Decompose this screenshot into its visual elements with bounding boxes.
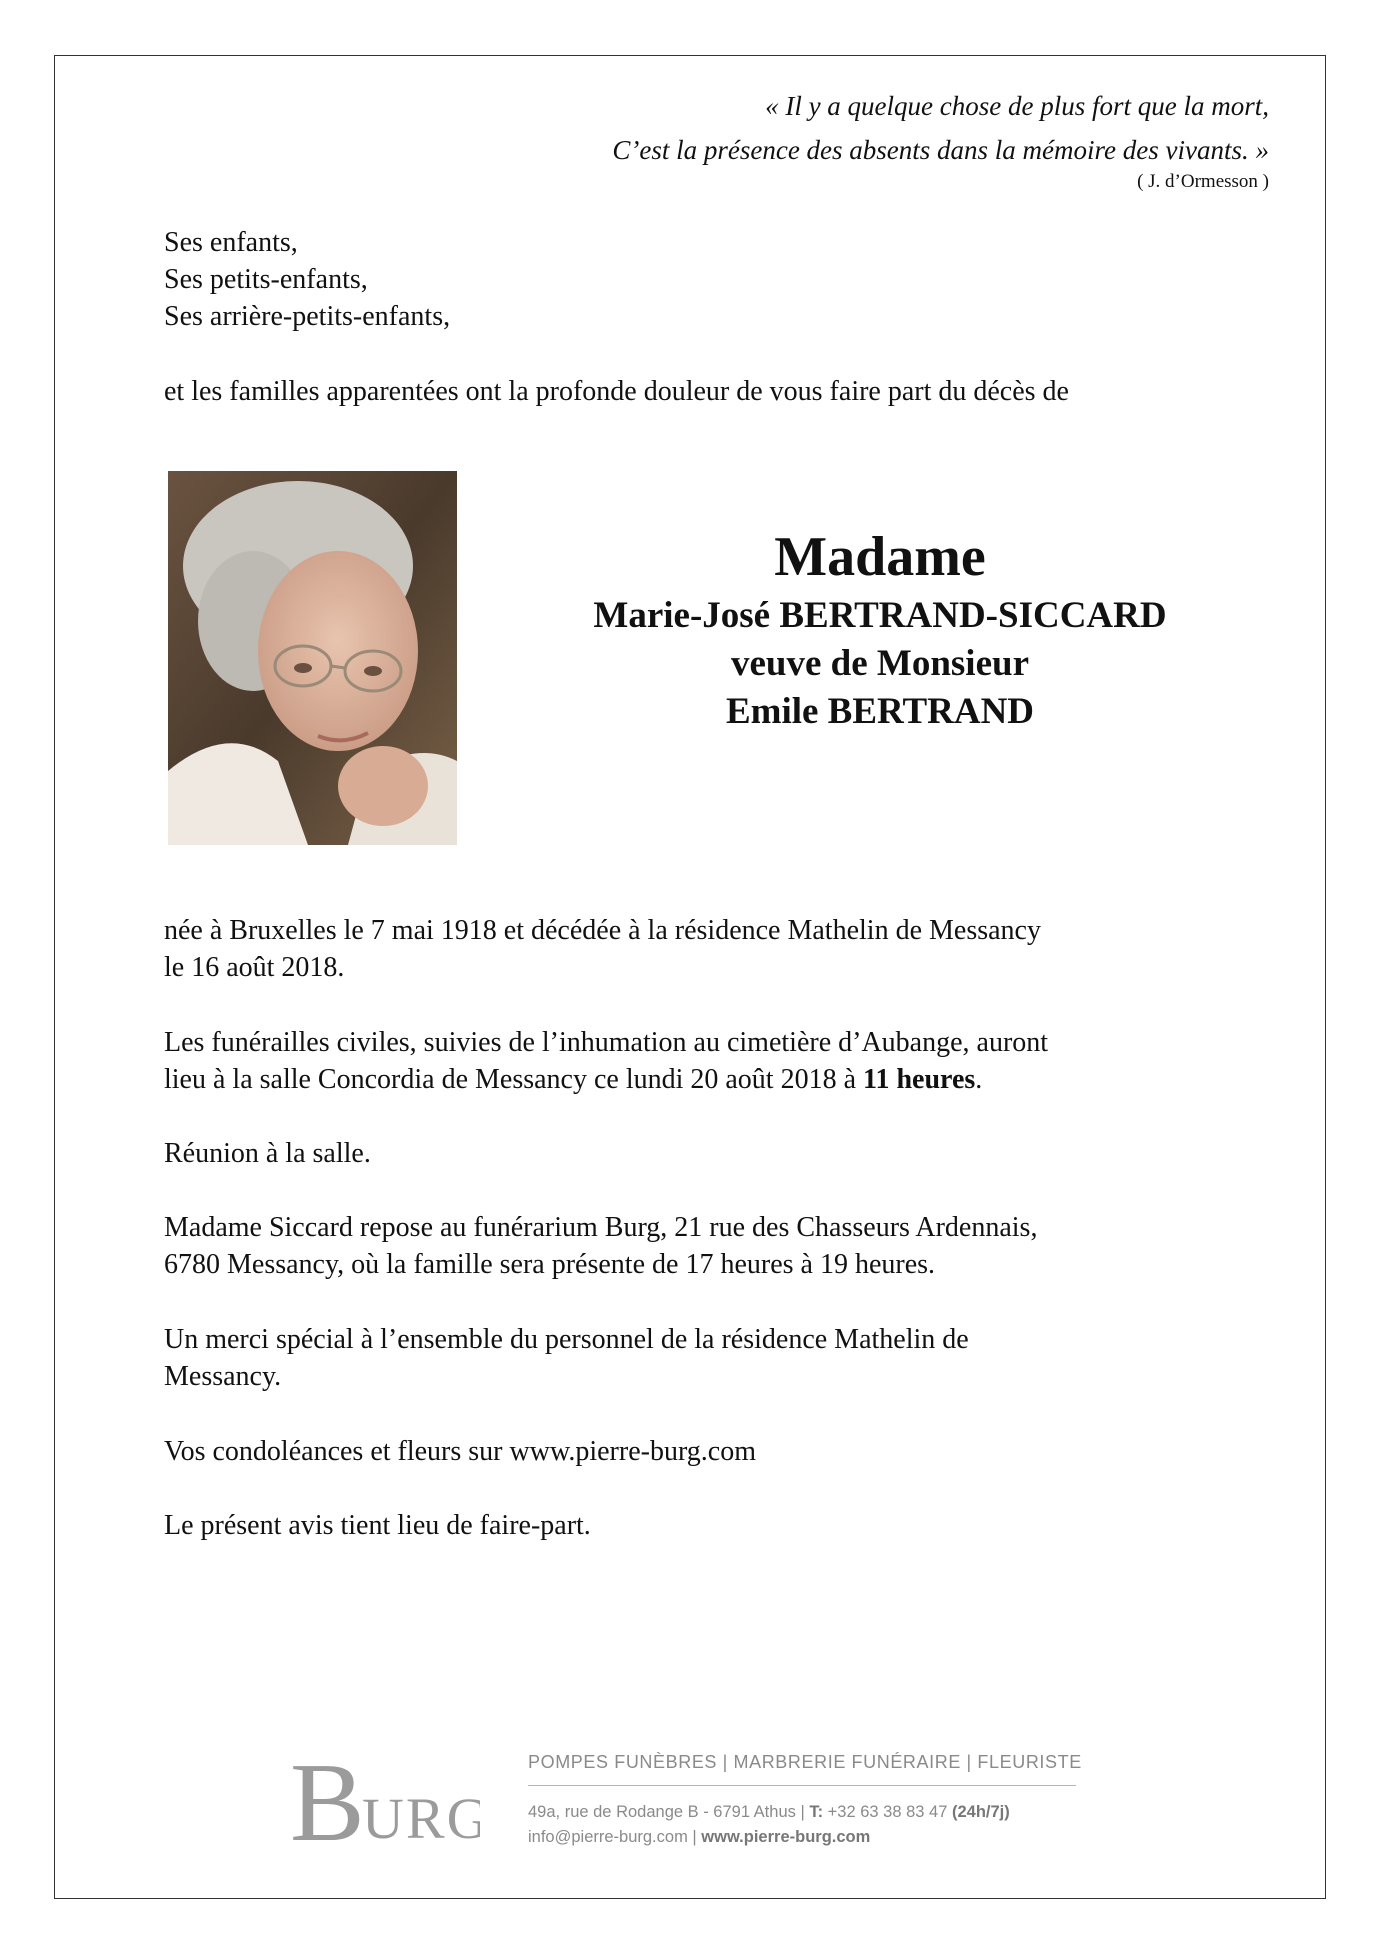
- thanks-paragraph: [164, 1321, 969, 1395]
- intro-text: et les familles apparentées ont la profonde douleur de vous faire part du décès de: [164, 376, 1069, 407]
- services-list: POMPES FUNÈBRES | MARBRERIE FUNÉRAIRE | FLEURISTE: [528, 1752, 1082, 1772]
- reunion-text: Réunion à la salle.: [164, 1138, 371, 1169]
- text-line: 6780 Messancy, où la famille sera présente de 17 heures à 19 heures.: [164, 1249, 936, 1280]
- family-line: Ses arrière-petits-enfants,: [164, 301, 451, 332]
- svg-text:B: B: [290, 1750, 365, 1850]
- svg-text:URG: URG: [362, 1786, 480, 1850]
- family-list: [164, 224, 450, 335]
- text-line: Un merci spécial à l’ensemble du personnel de la résidence Mathelin de: [164, 1324, 969, 1355]
- website-link[interactable]: www.pierre-burg.com: [701, 1828, 871, 1846]
- text-segment: .: [975, 1064, 983, 1095]
- deceased-title: Madame: [774, 526, 986, 588]
- address-text: 49a, rue de Rodange B - 6791 Athus |: [528, 1803, 810, 1821]
- deceased-name-block: [520, 522, 1240, 736]
- portrait-image: [168, 471, 457, 845]
- burg-logo: [290, 1750, 480, 1855]
- phone-label: T:: [809, 1803, 824, 1821]
- quote-line: C’est la présence des absents dans la mémoire des vivants. »: [612, 135, 1269, 165]
- text-line: Messancy.: [164, 1361, 282, 1392]
- family-line: Ses enfants,: [164, 227, 298, 258]
- birth-death-paragraph: [164, 912, 1041, 986]
- epigraph-quote: [612, 84, 1269, 172]
- contact-address: [528, 1803, 1010, 1822]
- text-line: Madame Siccard repose au funérarium Burg, 21 rue des Chasseurs Ardennais,: [164, 1212, 1038, 1243]
- funeral-time: 11 heures: [863, 1064, 976, 1095]
- widow-of-line: veuve de Monsieur: [730, 643, 1030, 684]
- family-line: Ses petits-enfants,: [164, 264, 368, 295]
- notice-text: Le présent avis tient lieu de faire-part.: [164, 1510, 591, 1541]
- quote-line: « Il y a quelque chose de plus fort que la mort,: [765, 91, 1269, 121]
- email-link[interactable]: info@pierre-burg.com |: [528, 1828, 702, 1846]
- portrait-photo: [168, 471, 457, 845]
- burg-logo-mark: [290, 1750, 480, 1850]
- footer-divider: [528, 1785, 1076, 1786]
- condolences-text: Vos condoléances et fleurs sur www.pierre-burg.com: [164, 1436, 756, 1467]
- repose-paragraph: [164, 1209, 1037, 1283]
- deceased-name: Marie-José BERTRAND-SICCARD: [593, 595, 1167, 636]
- quote-author: ( J. d’Ormesson ): [1137, 171, 1269, 192]
- spouse-name: Emile BERTRAND: [725, 691, 1035, 732]
- text-line: [164, 1061, 1048, 1098]
- text-segment: lieu à la salle Concordia de Messancy ce lundi 20 août 2018 à: [164, 1064, 864, 1095]
- contact-web: [528, 1828, 870, 1847]
- text-line: Les funérailles civiles, suivies de l’inhumation au cimetière d’Aubange, auront: [164, 1027, 1049, 1058]
- text-line: le 16 août 2018.: [164, 952, 345, 983]
- text-line: née à Bruxelles le 7 mai 1918 et décédée à la résidence Mathelin de Messancy: [164, 915, 1041, 946]
- phone-number: +32 63 38 83 47: [823, 1803, 952, 1821]
- phone-hours: (24h/7j): [951, 1803, 1010, 1821]
- funeral-paragraph: [164, 1024, 1048, 1098]
